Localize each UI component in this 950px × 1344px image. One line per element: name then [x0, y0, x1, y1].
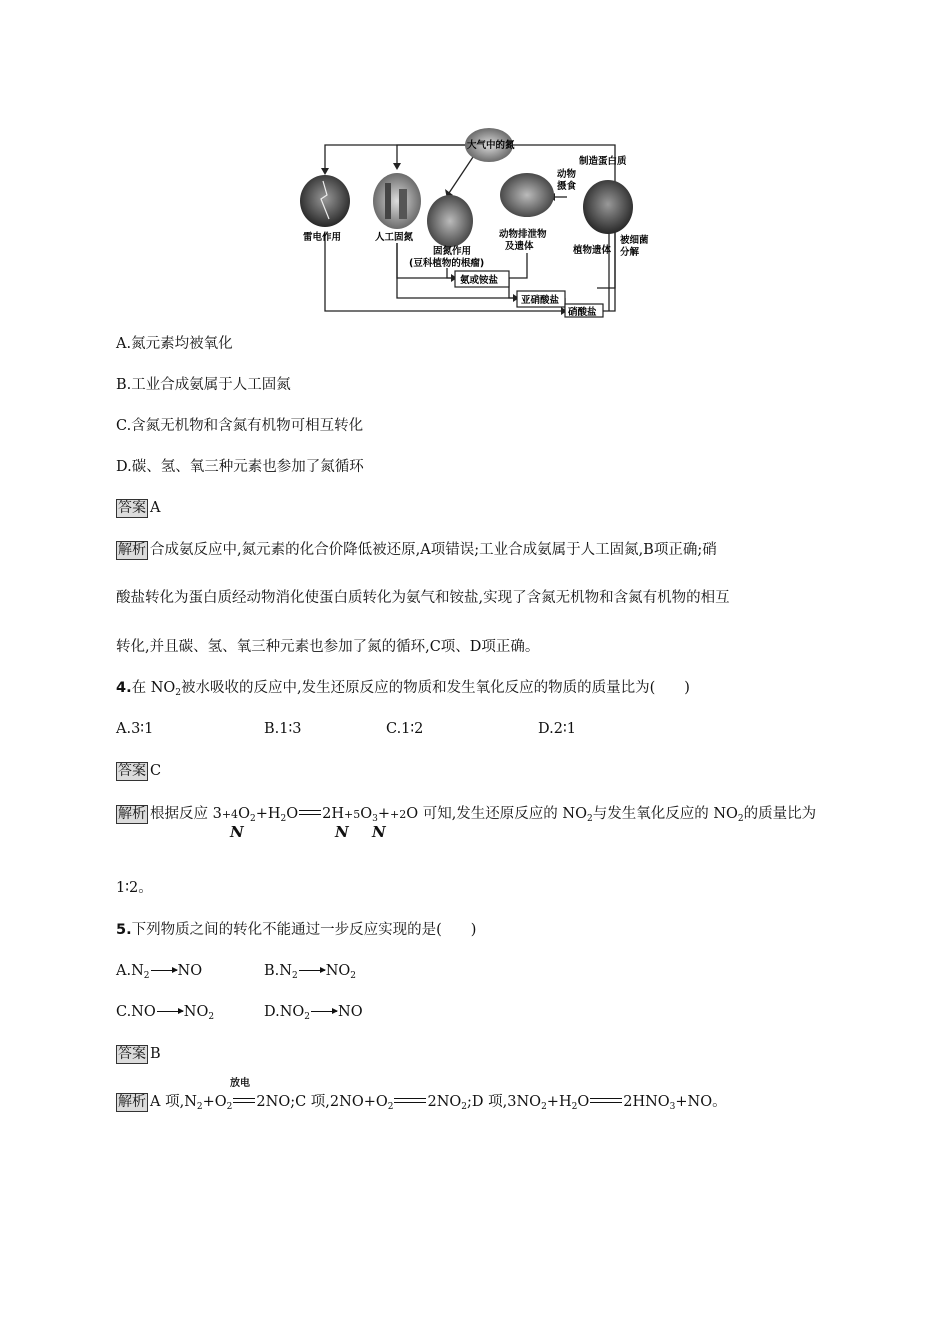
q3-option-b: B.工业合成氨属于人工固氮 — [116, 377, 291, 393]
arrow-icon — [151, 970, 177, 971]
q4-ratio: 1∶2。 — [116, 880, 153, 896]
lightning-image — [300, 175, 350, 227]
q3-option-a: A.氮元素均被氧化 — [116, 336, 233, 352]
analysis-tag: 解析 — [118, 806, 146, 822]
q4-number: 4. — [116, 680, 132, 696]
q5-option-b: $B.N_2$ $NO_2$ — [264, 963, 356, 981]
q5-answer-value: B — [150, 1046, 161, 1062]
n-under-2: N — [335, 823, 349, 841]
arrow-icon — [157, 1011, 183, 1012]
q4-option-c: C.1∶2 — [386, 721, 424, 737]
q4-answer-value: C — [150, 763, 162, 779]
q4-analysis-equation: 解析 根据反应 $3+4O_2+H_2O$ $2H+5O_3++2O$ 可知,发生还原反应的 $NO_2$与发生氧化反应的 $NO_2$的质量比为 — [118, 806, 817, 824]
arrow-icon — [299, 970, 325, 971]
label-animal: 动物 — [557, 169, 577, 180]
q3-analysis-line-2: 酸盐转化为蛋白质经动物消化使蛋白质转化为氨气和铵盐,实现了含氮无机物和含氮有机物的相互 — [116, 590, 730, 606]
label-plant-remains: 植物遗体 — [573, 245, 612, 256]
analysis-tag: 解析 — [118, 542, 146, 558]
q5-answer — [116, 1045, 161, 1064]
q3-analysis-line-3: 转化,并且碳、氢、氧三种元素也参加了氮的循环,C项、D项正确。 — [116, 639, 540, 655]
equals-sign — [590, 1098, 622, 1103]
label-make-protein: 制造蛋白质 — [579, 156, 627, 167]
elephant-image — [500, 173, 554, 217]
factory-image — [373, 173, 421, 229]
label-lightning: 雷电作用 — [303, 232, 342, 243]
equals-sign — [299, 810, 321, 815]
analysis-tag: 解析 — [118, 1094, 146, 1110]
discharge-label: 放电 — [230, 1078, 250, 1089]
q3-analysis-line-1: 解析 合成氨反应中,氮元素的化合价降低被还原,A项错误;工业合成氨属于人工固氮,B项正确;硝 — [118, 542, 717, 558]
nitrogen-cycle-diagram — [297, 123, 649, 318]
q3-answer — [116, 499, 160, 518]
label-decompose: 分解 — [620, 247, 640, 258]
q4-option-d: D.2∶1 — [538, 721, 576, 737]
q3-option-d: D.碳、氢、氧三种元素也参加了氮循环 — [116, 459, 364, 475]
equals-sign — [233, 1098, 255, 1103]
q4-answer — [116, 762, 161, 781]
q5-number: 5. — [116, 922, 132, 938]
q4-option-b: B.1∶3 — [264, 721, 302, 737]
label-nitrate: 硝酸盐 — [568, 307, 597, 318]
forest-image — [583, 180, 633, 234]
q4-option-a: A.3∶1 — [116, 721, 154, 737]
label-atmosphere: 大气中的氮 — [467, 140, 515, 151]
q3-answer-value: A — [150, 500, 161, 516]
label-eat: 摄食 — [557, 181, 577, 192]
label-ammonia: 氨或铵盐 — [460, 275, 499, 286]
arrow-icon — [311, 1011, 337, 1012]
n-under-3: N — [372, 823, 386, 841]
q3-option-c: C.含氮无机物和含氮有机物可相互转化 — [116, 418, 364, 434]
q5-option-c: C.NO $NO_2$ — [116, 1004, 215, 1022]
q4-stem: 4.在 $NO_2$被水吸收的反应中,发生还原反应的物质和发生氧化反应的物质的质量比为( ) — [116, 680, 690, 698]
label-excretion-2: 及遗体 — [505, 241, 534, 252]
root-nodule-image — [427, 195, 473, 247]
n-under-1: N — [230, 823, 244, 841]
label-nitrite: 亚硝酸盐 — [521, 295, 560, 306]
label-excretion: 动物排泄物 — [499, 229, 547, 240]
q5-stem: 5.下列物质之间的转化不能通过一步反应实现的是( ) — [116, 922, 477, 938]
label-bacteria: 被细菌 — [620, 235, 649, 246]
label-fixation-note: (豆科植物的根瘤) — [409, 258, 485, 269]
q5-option-d: $D.NO_2$ NO — [264, 1004, 363, 1022]
label-artificial: 人工固氮 — [375, 232, 414, 243]
label-fixation: 固氮作用 — [433, 246, 472, 257]
q5-option-a: $A.N_2$ NO — [116, 963, 203, 981]
equals-sign — [394, 1098, 426, 1103]
q5-analysis: 解析 A 项$,N_2+O_2$ 2NO;C 项$,2NO+O_2$ $2NO_2;D$ 项$,3NO_2+H_2O$ $2HNO_3+NO$。 — [118, 1094, 727, 1112]
answer-tag: 答案 — [118, 500, 146, 516]
answer-tag: 答案 — [118, 763, 146, 779]
answer-tag: 答案 — [118, 1046, 146, 1062]
